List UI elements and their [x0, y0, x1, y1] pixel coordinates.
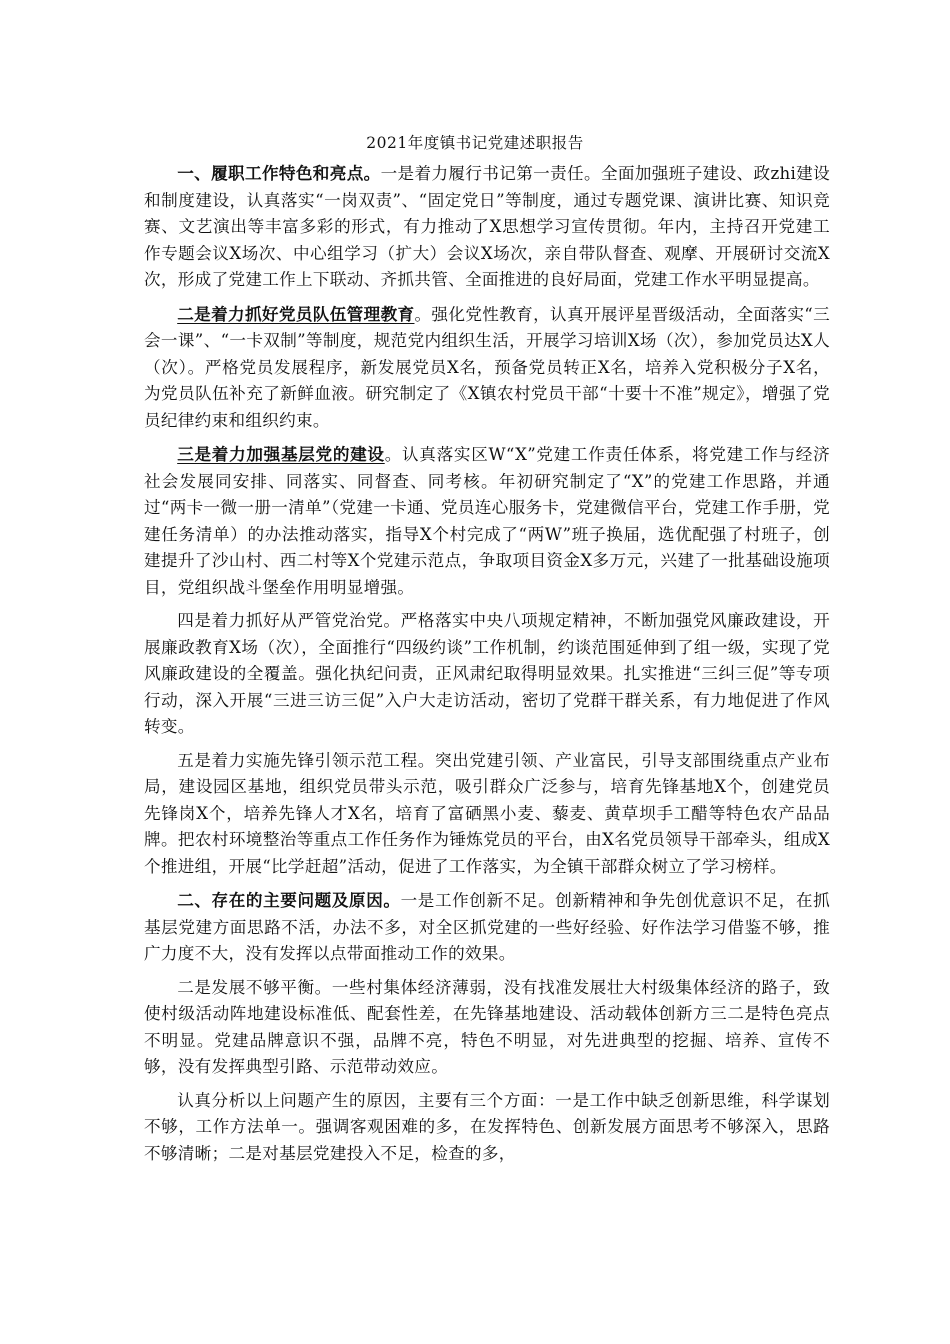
- document-body: [144, 160, 830, 1174]
- section-heading-1: 一、履职工作特色和亮点。: [177, 163, 381, 183]
- paragraph-text: 。强化党性教育，认真开展评星晋级活动，全面落实“三会一课”、“一卡双制”等制度，规范党内组织生活，开展学习培训X场（次），参加党员达X人（次）。严格党员发展程序，新发展党员X名，预备党员转正X名，培养入党积极分子X名，为党员队伍补充了新鲜血液。研究制定了《X镇农村党员干部“十要十不准”规定》，增强了党员纪律约束和组织约束。: [144, 304, 831, 430]
- paragraph-text: 一是工作创新不足。创新精神和争先创优意识不足，在抓基层党建方面思路不活，办法不多，对全区抓党建的一些好经验、好作法学习借鉴不够，推广力度不大，没有发挥以点带面推动工作的效果。: [144, 891, 831, 963]
- paragraph-7: [144, 975, 830, 1081]
- paragraph-text: 四是着力抓好从严管党治党。严格落实中央八项规定精神，不断加强党风廉政建设，开展廉政教育X场（次），全面推行“四级约谈”工作机制，约谈范围延伸到了组一级，实现了党风廉政建设的全覆盖。强化执纪问责，正风肃纪取得明显效果。扎实推进“三纠三促”等专项行动，深入开展“三进三访三促”入户大走访活动，密切了党群干群关系，有力地促进了作风转变。: [144, 611, 830, 736]
- paragraph-4: [144, 608, 830, 741]
- subheading-2: 二是着力抓好党员队伍管理教育: [177, 303, 415, 324]
- paragraph-text: 一是着力履行书记第一责任。全面加强班子建设、政zhi建设和制度建设，认真落实“一岗双责”、“固定党日”等制度，通过专题党课、演讲比赛、知识竞赛、文艺演出等丰富多彩的形式，有力推动了X思想学习宣传贯彻。年内，主持召开党建工作专题会议X场次、中心组学习（扩大）会议X场次，亲自带队督查、观摩、开展研讨交流X次，形成了党建工作上下联动、齐抓共管、全面推进的良好局面，党建工作水平明显提高。: [144, 164, 830, 289]
- paragraph-5: [144, 748, 830, 881]
- subheading-3: 三是着力加强基层党的建设: [177, 444, 385, 464]
- section-heading-2: 二、存在的主要问题及原因。: [177, 890, 401, 910]
- paragraph-text: 。认真落实区W“X”党建工作责任体系，将党建工作与经济社会发展同安排、同落实、同督查、同考核。年初研究制定了“X”的党建工作思路，并通过“两卡一微一册一清单”（党建一卡通、党员连心服务卡，党建微信平台，党建工作手册，党建任务清单）的办法推动落实，指导X个村完成了“两W”班子换届，选优配强了村班子，创建提升了沙山村、西二村等X个党建示范点，争取项目资金X多万元，兴建了一批基础设施项目，党组织战斗堡垒作用明显增强。: [144, 445, 830, 597]
- document-title: 2021年度镇书记党建述职报告: [366, 134, 584, 152]
- paragraph-2: [144, 301, 830, 435]
- paragraph-text: 五是着力实施先锋引领示范工程。突出党建引领、产业富民，引导支部围绕重点产业布局，建设园区基地，组织党员带头示范，吸引群众广泛参与，培育先锋基地X个，创建党员先锋岗X个，培养先锋人才X名，培育了富硒黑小麦、藜麦、黄草坝手工醋等特色农产品品牌。把农村环境整治等重点工作任务作为锤炼党员的平台，由X名党员领导干部牵头，组成X个推进组，开展“比学赶超”活动，促进了工作落实，为全镇干部群众树立了学习榜样。: [144, 750, 830, 876]
- paragraph-text: 二是发展不够平衡。一些村集体经济薄弱，没有找准发展壮大村级集体经济的路子，致使村级活动阵地建设标准低、配套性差，在先锋基地建设、活动载体创新方三二是特色亮点不明显。党建品牌意识不强，品牌不亮，特色不明显，对先进典型的挖掘、培养、宣传不够，没有发挥典型引路、示范带动效应。: [144, 977, 830, 1076]
- paragraph-3: [144, 441, 830, 601]
- paragraph-text: 认真分析以上问题产生的原因，主要有三个方面：一是工作中缺乏创新思维，科学谋划不够，工作方法单一。强调客观困难的多，在发挥特色、创新发展方面思考不够深入，思路不够清晰；二是对基层党建投入不足，检查的多，: [144, 1090, 830, 1163]
- paragraph-1: [144, 160, 830, 294]
- paragraph-8: [144, 1088, 830, 1168]
- paragraph-6: [144, 887, 830, 968]
